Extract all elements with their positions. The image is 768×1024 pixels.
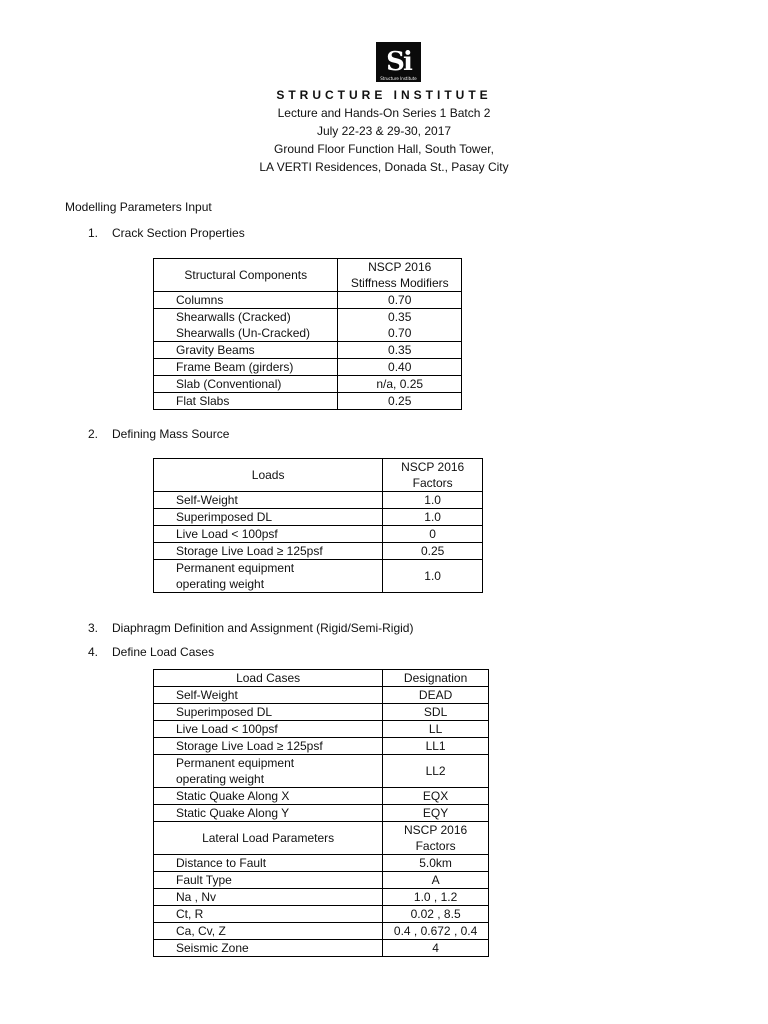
row-value-cell: LL1 [383,738,489,755]
load-cases-table [153,669,489,957]
header-line: NSCP 2016 [368,260,432,274]
row-value-cell: 0.35 [338,342,462,359]
logo-caption: Structure Institute [380,76,417,81]
table-row [154,721,489,738]
row-label-cell: Flat Slabs [154,393,338,410]
item-number: 1. [88,226,99,240]
table-row [154,738,489,755]
logo-letters: Si [386,47,411,77]
table-header-cell [383,459,483,492]
item-number: 4. [88,645,99,659]
table-row [154,923,489,940]
row-value-cell: 0.25 [383,543,483,560]
row-value-cell: DEAD [383,687,489,704]
table-subheader-row [154,822,489,855]
item-label: Defining Mass Source [112,427,230,441]
table-row [154,309,462,326]
table-header-cell [338,259,462,292]
label-line: Permanent equipment [176,756,295,770]
row-label-cell: Static Quake Along Y [154,805,383,822]
table-row [154,325,462,342]
table-header-row [154,459,483,492]
mass-source-table [153,458,483,593]
table-row [154,393,462,410]
row-label-cell: Gravity Beams [154,342,338,359]
institute-logo [376,42,421,82]
venue-line-1: Ground Floor Function Hall, South Tower, [274,142,494,156]
row-value-cell: SDL [383,704,489,721]
row-label-cell: Ct, R [154,906,383,923]
section-title: Modelling Parameters Input [65,200,212,214]
table-row [154,872,489,889]
row-value-cell: 0.70 [338,325,462,342]
document-header [0,86,768,176]
row-value-cell: 5.0km [383,855,489,872]
table-row [154,906,489,923]
row-value-cell: 0.70 [338,292,462,309]
table-row [154,509,483,526]
row-label-cell: Slab (Conventional) [154,376,338,393]
table-row [154,560,483,593]
item-label: Define Load Cases [112,645,215,659]
table-row [154,292,462,309]
table-header-cell: Lateral Load Parameters [154,822,383,855]
row-label-cell: Static Quake Along X [154,788,383,805]
table-header-cell: Structural Components [154,259,338,292]
header-line: NSCP 2016 [404,823,468,837]
row-value-cell: 1.0 [383,509,483,526]
row-label-cell: Frame Beam (girders) [154,359,338,376]
row-label-cell: Seismic Zone [154,940,383,957]
series-title: Lecture and Hands-On Series 1 Batch 2 [277,106,491,120]
row-value-cell: 4 [383,940,489,957]
row-label-cell: Storage Live Load ≥ 125psf [154,543,383,560]
row-value-cell: 1.0 [383,492,483,509]
row-label-cell: Self-Weight [154,492,383,509]
row-label-cell: Superimposed DL [154,509,383,526]
row-value-cell: n/a, 0.25 [338,376,462,393]
table-row [154,755,489,788]
row-label-cell: Na , Nv [154,889,383,906]
row-value-cell: 1.0 [383,560,483,593]
row-label-cell: Fault Type [154,872,383,889]
table-header-cell [383,822,489,855]
table-row [154,855,489,872]
row-label-cell: Distance to Fault [154,855,383,872]
table-row [154,359,462,376]
table-row [154,687,489,704]
table-row [154,526,483,543]
table-row [154,376,462,393]
row-value-cell: LL2 [383,755,489,788]
table-header-cell: Loads [154,459,383,492]
event-dates: July 22-23 & 29-30, 2017 [316,124,452,138]
list-item-4 [88,645,214,659]
label-line: operating weight [176,577,265,591]
row-label-cell [154,755,383,788]
item-label: Crack Section Properties [112,226,245,240]
row-value-cell: EQY [383,805,489,822]
row-label-cell: Storage Live Load ≥ 125psf [154,738,383,755]
table-header-cell: Designation [383,670,489,687]
row-value-cell: A [383,872,489,889]
venue-line-2: LA VERTI Residences, Donada St., Pasay City [259,160,509,174]
list-item-2 [88,427,229,441]
header-line: Factors [412,476,453,490]
table-row [154,492,483,509]
header-line: Factors [415,839,456,853]
label-line: operating weight [176,772,265,786]
row-value-cell: 0.40 [338,359,462,376]
row-value-cell: 0.35 [338,309,462,326]
row-value-cell: 0.4 , 0.672 , 0.4 [383,923,489,940]
table-row [154,805,489,822]
row-label-cell: Ca, Cv, Z [154,923,383,940]
header-line: Stiffness Modifiers [350,276,449,290]
row-label-cell: Superimposed DL [154,704,383,721]
table-row [154,342,462,359]
list-item-3 [88,621,413,635]
table-header-row [154,259,462,292]
row-label-cell: Shearwalls (Cracked) [154,309,338,326]
table-header-row [154,670,489,687]
row-label-cell: Live Load < 100psf [154,526,383,543]
list-item-1 [88,226,245,240]
row-value-cell: EQX [383,788,489,805]
table-header-cell: Load Cases [154,670,383,687]
item-number: 3. [88,621,99,635]
row-value-cell: 0.25 [338,393,462,410]
row-value-cell: 0 [383,526,483,543]
table-row [154,704,489,721]
table-row [154,940,489,957]
row-label-cell: Shearwalls (Un-Cracked) [154,325,338,342]
institute-name: STRUCTURE INSTITUTE [276,88,492,102]
table-row [154,788,489,805]
row-label-cell: Self-Weight [154,687,383,704]
row-value-cell: LL [383,721,489,738]
stiffness-modifiers-table [153,258,462,410]
row-label-cell [154,560,383,593]
item-label: Diaphragm Definition and Assignment (Rigid/Semi-Rigid) [112,621,414,635]
table-row [154,889,489,906]
row-value-cell: 1.0 , 1.2 [383,889,489,906]
row-value-cell: 0.02 , 8.5 [383,906,489,923]
table-row [154,543,483,560]
row-label-cell: Live Load < 100psf [154,721,383,738]
header-line: NSCP 2016 [401,460,465,474]
label-line: Permanent equipment [176,561,295,575]
row-label-cell: Columns [154,292,338,309]
item-number: 2. [88,427,99,441]
